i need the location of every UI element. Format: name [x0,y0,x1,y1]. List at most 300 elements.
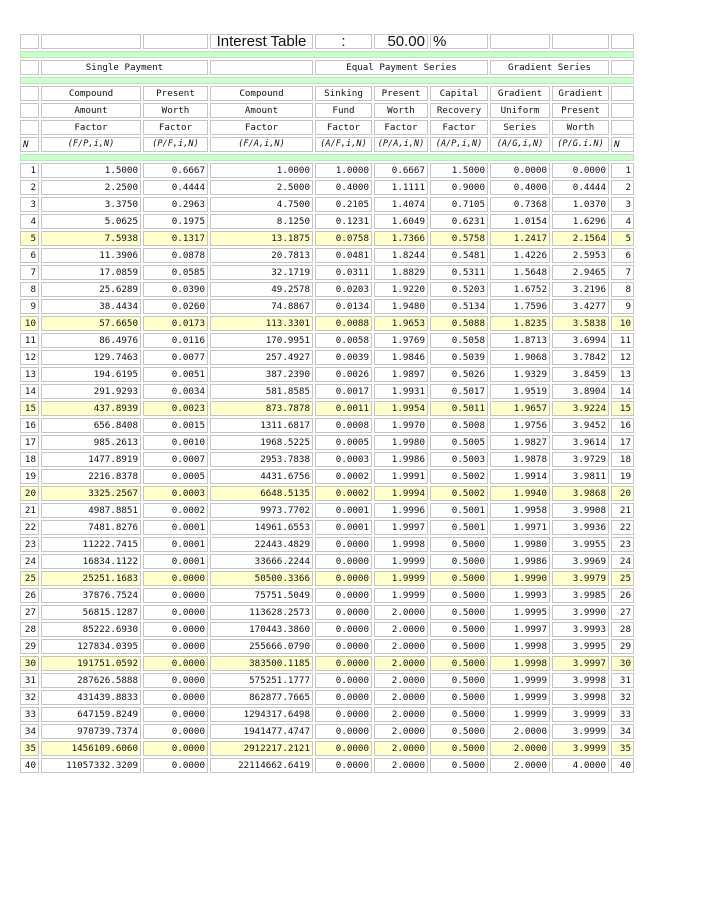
factor-value: 1.9986 [490,554,550,569]
factor-value: 0.0005 [315,435,372,450]
period-n: 16 [20,418,39,433]
factor-value: 1.5648 [490,265,550,280]
factor-value: 3.3750 [41,197,141,212]
factor-value: 1477.8919 [41,452,141,467]
factor-value: 113.3301 [210,316,313,331]
factor-value: 0.0134 [315,299,372,314]
factor-value: 2.0000 [374,656,428,671]
factor-value: 1.9827 [490,435,550,450]
factor-value: 257.4927 [210,350,313,365]
factor-value: 1.7596 [490,299,550,314]
blank-cell [611,60,634,75]
factor-value: 3.9452 [552,418,609,433]
n-header: N [20,137,39,152]
factor-value: 0.0010 [143,435,208,450]
factor-value: 0.5203 [430,282,488,297]
factor-value: 0.5000 [430,758,488,773]
factor-value: 1.9999 [374,554,428,569]
factor-value: 1294317.6498 [210,707,313,722]
factor-value: 0.2963 [143,197,208,212]
period-n: 28 [611,622,634,637]
factor-value: 0.7105 [430,197,488,212]
period-n: 26 [20,588,39,603]
blank-cell [143,34,208,49]
factor-value: 0.0002 [315,469,372,484]
factor-value: 0.6667 [143,163,208,178]
period-n: 40 [20,758,39,773]
factor-value: 575251.1777 [210,673,313,688]
factor-value: 1.1111 [374,180,428,195]
factor-value: 0.5000 [430,639,488,654]
factor-value: 3.6994 [552,333,609,348]
factor-value: 0.4444 [143,180,208,195]
table-row [20,707,634,722]
period-n: 6 [20,248,39,263]
factor-value: 0.4000 [315,180,372,195]
separator-row [20,51,634,58]
column-header-line: Recovery [430,103,488,118]
factor-value: 0.5026 [430,367,488,382]
factor-value: 383500.1185 [210,656,313,671]
period-n: 2 [611,180,634,195]
period-n: 30 [611,656,634,671]
period-n: 19 [20,469,39,484]
factor-value: 1.9999 [374,571,428,586]
factor-value: 1.8244 [374,248,428,263]
blank-cell [20,103,39,118]
period-n: 23 [611,537,634,552]
period-n: 14 [611,384,634,399]
factor-value: 1.9519 [490,384,550,399]
table-row [20,214,634,229]
period-n: 14 [20,384,39,399]
period-n: 15 [20,401,39,416]
header-line-1 [20,86,634,101]
factor-value: 0.4444 [552,180,609,195]
factor-value: 11222.7415 [41,537,141,552]
table-row [20,401,634,416]
factor-value: 38.4434 [41,299,141,314]
period-n: 18 [611,452,634,467]
column-header-line: Worth [143,103,208,118]
period-n: 10 [20,316,39,331]
factor-value: 11.3906 [41,248,141,263]
factor-value: 0.0000 [315,758,372,773]
column-header-line: Worth [552,120,609,135]
factor-value: 0.1231 [315,214,372,229]
factor-value: 0.4000 [490,180,550,195]
period-n: 11 [611,333,634,348]
period-n: 18 [20,452,39,467]
factor-value: 0.5000 [430,571,488,586]
factor-value: 0.0000 [143,588,208,603]
factor-value: 1.9999 [490,690,550,705]
factor-value: 1.9769 [374,333,428,348]
blank-cell [20,86,39,101]
period-n: 19 [611,469,634,484]
factor-value: 3.9614 [552,435,609,450]
factor-value: 0.0000 [315,588,372,603]
factor-value: 0.0000 [143,639,208,654]
factor-value: 656.8408 [41,418,141,433]
factor-value: 0.0023 [143,401,208,416]
factor-value: 0.0173 [143,316,208,331]
period-n: 40 [611,758,634,773]
factor-value: 74.8867 [210,299,313,314]
period-n: 5 [611,231,634,246]
factor-value: 0.0000 [315,741,372,756]
factor-value: 0.5003 [430,452,488,467]
factor-value: 0.1317 [143,231,208,246]
factor-value: 3.9998 [552,673,609,688]
factor-value: 1.9997 [490,622,550,637]
period-n: 35 [20,741,39,756]
factor-value: 1.9998 [490,639,550,654]
column-header-line: Present [143,86,208,101]
factor-value: 1.9878 [490,452,550,467]
factor-value: 0.6667 [374,163,428,178]
factor-value: 2216.8378 [41,469,141,484]
factor-value: 127834.0395 [41,639,141,654]
n-header: N [611,137,634,152]
factor-value: 2.0000 [374,724,428,739]
factor-value: 0.0005 [143,469,208,484]
table-row [20,537,634,552]
separator-row [20,77,634,84]
factor-value: 0.5002 [430,469,488,484]
factor-value: 7.5938 [41,231,141,246]
period-n: 3 [611,197,634,212]
factor-value: 3.9979 [552,571,609,586]
factor-value: 1.9999 [490,707,550,722]
factor-value: 194.6195 [41,367,141,382]
table-row [20,554,634,569]
factor-value: 49.2578 [210,282,313,297]
factor-value: 6648.5135 [210,486,313,501]
period-n: 35 [611,741,634,756]
column-header-line: Worth [374,103,428,118]
factor-value: 2912217.2121 [210,741,313,756]
header-line-3 [20,120,634,135]
factor-value: 0.0088 [315,316,372,331]
factor-value: 3.9908 [552,503,609,518]
factor-value: 85222.6930 [41,622,141,637]
factor-value: 2.5000 [210,180,313,195]
table-row [20,571,634,586]
factor-value: 1.9980 [374,435,428,450]
period-n: 22 [611,520,634,535]
period-n: 8 [20,282,39,297]
factor-value: 7481.8276 [41,520,141,535]
table-row [20,435,634,450]
factor-value: 0.5000 [430,588,488,603]
period-n: 32 [20,690,39,705]
table-row [20,163,634,178]
table-row [20,741,634,756]
factor-value: 1.9995 [490,605,550,620]
factor-value: 1.9931 [374,384,428,399]
factor-value: 11057332.3209 [41,758,141,773]
factor-symbol: (F/A,i,N) [210,137,313,152]
factor-value: 3.9993 [552,622,609,637]
factor-value: 0.0000 [143,690,208,705]
factor-value: 873.7878 [210,401,313,416]
factor-value: 0.0000 [315,571,372,586]
factor-value: 3.5838 [552,316,609,331]
factor-value: 0.0000 [143,707,208,722]
factor-value: 1.4226 [490,248,550,263]
factor-value: 56815.1287 [41,605,141,620]
period-n: 7 [20,265,39,280]
factor-value: 0.0481 [315,248,372,263]
factor-symbol: (P/F,i,N) [143,137,208,152]
period-n: 30 [20,656,39,671]
factor-value: 0.0015 [143,418,208,433]
factor-value: 1.9993 [490,588,550,603]
period-n: 13 [611,367,634,382]
table-row [20,418,634,433]
factor-value: 0.0000 [143,605,208,620]
group-gradient: Gradient Series [490,60,609,75]
period-n: 10 [611,316,634,331]
factor-value: 1311.6817 [210,418,313,433]
factor-value: 2.0000 [490,724,550,739]
factor-value: 970739.7374 [41,724,141,739]
factor-symbol: (A/G,i,N) [490,137,550,152]
table-row [20,724,634,739]
period-n: 1 [20,163,39,178]
period-n: 23 [20,537,39,552]
period-n: 25 [611,571,634,586]
factor-value: 0.0001 [315,520,372,535]
factor-value: 0.0001 [143,554,208,569]
factor-value: 1968.5225 [210,435,313,450]
factor-value: 0.0000 [143,673,208,688]
factor-value: 1.8829 [374,265,428,280]
factor-value: 0.5000 [430,690,488,705]
blank-cell [41,34,141,49]
period-n: 26 [611,588,634,603]
factor-value: 1.9954 [374,401,428,416]
blank-cell [210,60,313,75]
factor-value: 0.0203 [315,282,372,297]
column-header-line: Factor [315,120,372,135]
factor-value: 0.0000 [315,724,372,739]
factor-value: 437.8939 [41,401,141,416]
factor-value: 1.0154 [490,214,550,229]
factor-value: 3.9868 [552,486,609,501]
period-n: 32 [611,690,634,705]
factor-value: 2.0000 [374,605,428,620]
factor-symbol: (F/P,i,N) [41,137,141,152]
factor-value: 1.9756 [490,418,550,433]
column-header-line: Gradient [552,86,609,101]
period-n: 4 [611,214,634,229]
title-colon: : [315,34,372,49]
factor-value: 1.9994 [374,486,428,501]
factor-value: 0.0026 [315,367,372,382]
factor-value: 0.5088 [430,316,488,331]
factor-value: 0.0008 [315,418,372,433]
table-row [20,588,634,603]
factor-value: 0.0116 [143,333,208,348]
factor-value: 3.9985 [552,588,609,603]
period-n: 9 [611,299,634,314]
period-n: 8 [611,282,634,297]
factor-symbol: (P/G.i.N) [552,137,609,152]
factor-value: 0.0001 [143,520,208,535]
factor-value: 0.5758 [430,231,488,246]
title-row [20,34,634,49]
factor-value: 0.0058 [315,333,372,348]
period-n: 33 [611,707,634,722]
period-n: 9 [20,299,39,314]
factor-value: 1.6296 [552,214,609,229]
table-row [20,656,634,671]
factor-value: 3.8904 [552,384,609,399]
interest-rate-value: 50.00 [374,34,428,49]
factor-value: 8.1250 [210,214,313,229]
factor-value: 57.6650 [41,316,141,331]
factor-value: 3.9995 [552,639,609,654]
column-header-line: Fund [315,103,372,118]
factor-value: 0.5011 [430,401,488,416]
factor-value: 0.5000 [430,656,488,671]
period-n: 21 [20,503,39,518]
factor-value: 0.5000 [430,622,488,637]
table-row [20,622,634,637]
factor-value: 22114662.6419 [210,758,313,773]
factor-value: 0.0000 [315,537,372,552]
period-n: 24 [20,554,39,569]
factor-value: 0.0007 [143,452,208,467]
factor-value: 3.9997 [552,656,609,671]
factor-value: 0.5000 [430,605,488,620]
table-row [20,503,634,518]
factor-value: 0.0000 [143,724,208,739]
factor-value: 1.9940 [490,486,550,501]
factor-value: 3325.2567 [41,486,141,501]
factor-value: 2.0000 [490,741,550,756]
factor-value: 13.1875 [210,231,313,246]
factor-value: 0.5000 [430,673,488,688]
factor-value: 2.0000 [490,758,550,773]
factor-value: 3.9224 [552,401,609,416]
column-header-line: Capital [430,86,488,101]
table-title: Interest Table [210,34,313,49]
factor-value: 0.0758 [315,231,372,246]
factor-value: 16834.1122 [41,554,141,569]
period-n: 29 [611,639,634,654]
factor-value: 1.9220 [374,282,428,297]
period-n: 16 [611,418,634,433]
factor-value: 0.0000 [315,707,372,722]
column-header-line: Factor [210,120,313,135]
factor-value: 0.0000 [143,741,208,756]
column-header-line: Compound [41,86,141,101]
blank-cell [552,34,609,49]
group-equal-payment: Equal Payment Series [315,60,488,75]
table-row [20,605,634,620]
factor-value: 1.9480 [374,299,428,314]
factor-value: 431439.8833 [41,690,141,705]
factor-value: 1.9997 [374,520,428,535]
blank-cell [611,103,634,118]
factor-value: 0.5001 [430,520,488,535]
factor-value: 0.0585 [143,265,208,280]
factor-value: 0.1975 [143,214,208,229]
factor-value: 0.0002 [143,503,208,518]
period-n: 27 [20,605,39,620]
period-n: 13 [20,367,39,382]
table-row [20,486,634,501]
factor-value: 2953.7838 [210,452,313,467]
factor-value: 0.5017 [430,384,488,399]
interest-table [18,32,636,775]
factor-value: 1.9980 [490,537,550,552]
table-row [20,265,634,280]
factor-value: 1.6049 [374,214,428,229]
period-n: 12 [20,350,39,365]
column-header-line: Amount [210,103,313,118]
factor-value: 1456109.6060 [41,741,141,756]
table-row [20,452,634,467]
factor-value: 1.9991 [374,469,428,484]
factor-value: 1.8235 [490,316,550,331]
factor-value: 0.0000 [490,163,550,178]
period-n: 34 [611,724,634,739]
period-n: 17 [611,435,634,450]
factor-value: 20.7813 [210,248,313,263]
factor-value: 2.0000 [374,622,428,637]
factor-value: 0.5311 [430,265,488,280]
factor-symbol: (P/A,i,N) [374,137,428,152]
factor-value: 862877.7665 [210,690,313,705]
column-header-line: Uniform [490,103,550,118]
factor-symbol: (A/P,i,N) [430,137,488,152]
factor-value: 387.2390 [210,367,313,382]
factor-value: 0.0017 [315,384,372,399]
factor-value: 37876.7524 [41,588,141,603]
factor-value: 1.0000 [315,163,372,178]
factor-value: 2.0000 [374,673,428,688]
column-header-line: Gradient [490,86,550,101]
factor-value: 0.2105 [315,197,372,212]
factor-value: 0.0260 [143,299,208,314]
factor-value: 0.0051 [143,367,208,382]
factor-value: 3.9990 [552,605,609,620]
period-n: 34 [20,724,39,739]
period-n: 28 [20,622,39,637]
factor-value: 0.5039 [430,350,488,365]
factor-value: 50500.3366 [210,571,313,586]
period-n: 21 [611,503,634,518]
factor-value: 0.0003 [143,486,208,501]
factor-value: 22443.4829 [210,537,313,552]
factor-value: 3.8459 [552,367,609,382]
factor-value: 0.0000 [315,605,372,620]
factor-value: 1941477.4747 [210,724,313,739]
factor-value: 0.0000 [315,639,372,654]
table-row [20,248,634,263]
factor-value: 2.0000 [374,741,428,756]
factor-value: 33666.2244 [210,554,313,569]
factor-value: 1.9999 [374,588,428,603]
blank-cell [611,86,634,101]
factor-value: 4.7500 [210,197,313,212]
factor-value: 113628.2573 [210,605,313,620]
factor-value: 4431.6756 [210,469,313,484]
